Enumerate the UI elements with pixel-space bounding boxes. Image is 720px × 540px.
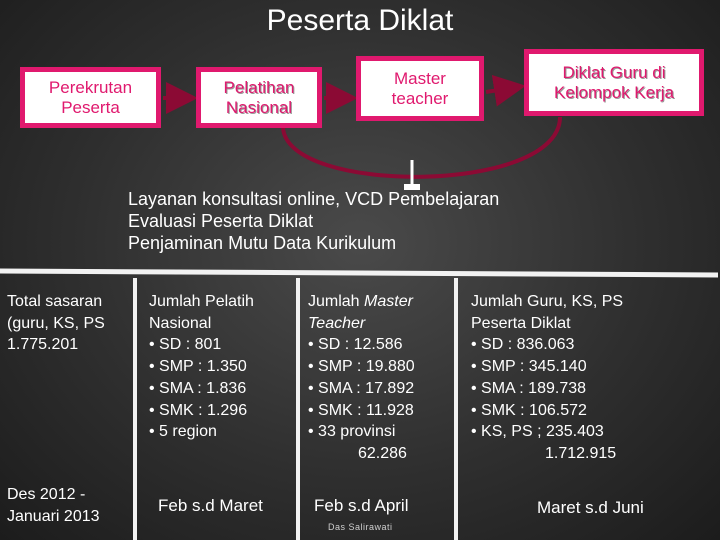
list-item: • SMK : 106.572 xyxy=(471,400,623,422)
footer-author: Das Salirawati xyxy=(328,522,393,532)
list-item: • SMP : 345.140 xyxy=(471,356,623,378)
list-item: • SMA : 189.738 xyxy=(471,378,623,400)
page-title: Peserta Diklat xyxy=(266,4,454,37)
arrow-3 xyxy=(486,87,518,92)
box-pelatihan-nasional: Pelatihan Nasional xyxy=(196,67,322,128)
table-divider xyxy=(0,271,718,275)
list-item: • SMA : 1.836 xyxy=(149,378,254,400)
row-label-total: Total sasaran (guru, KS, PS 1.775.201 xyxy=(7,293,105,354)
total-master-teacher: 62.286 xyxy=(358,444,407,462)
service-item: Penjaminan Mutu Data Kurikulum xyxy=(128,233,397,253)
list-item: • SMP : 19.880 xyxy=(308,356,415,378)
list-item: • SMA : 17.892 xyxy=(308,378,415,400)
total-guru-ks-ps: 1.712.915 xyxy=(545,444,617,462)
list-item: • SD : 801 xyxy=(149,334,254,356)
list-item: • SMK : 1.296 xyxy=(149,400,254,422)
list-item: • KS, PS ; 235.403 xyxy=(471,421,623,443)
services-list xyxy=(128,188,499,254)
box-perekrutan-peserta: Perekrutan Peserta xyxy=(20,67,161,128)
service-item: Layanan konsultasi online, VCD Pembelajaran xyxy=(128,189,500,209)
list-item: • 33 provinsi xyxy=(308,421,415,443)
col-master-teacher: Jumlah Master Teacher • SD : 12.586 • SMP : 19.880 • SMA : 17.892 • SMK : 11.928 • 33 provinsi 62.286 xyxy=(308,291,415,465)
list-item: • SMK : 11.928 xyxy=(308,400,415,422)
list-item: • SMP : 1.350 xyxy=(149,356,254,378)
feedback-curve xyxy=(283,117,560,177)
col-pelatih-nasional: Jumlah Pelatih Nasional • SD : 801 • SMP : 1.350 • SMA : 1.836 • SMK : 1.296 • 5 region xyxy=(149,291,254,443)
list-item: • SD : 836.063 xyxy=(471,334,623,356)
col-guru-ks-ps: Jumlah Guru, KS, PS Peserta Diklat • SD : 836.063 • SMP : 345.140 • SMA : 189.738 • SMK : 106.572 • KS, PS ; 235.403 1.712.915 xyxy=(471,291,623,465)
row-label-period: Des 2012 - Januari 2013 xyxy=(7,486,100,525)
time-col3: Maret s.d Juni xyxy=(537,498,644,517)
service-item: Evaluasi Peserta Diklat xyxy=(128,211,314,231)
box-master-teacher: Master teacher xyxy=(356,56,484,121)
time-col2: Feb s.d April xyxy=(314,496,409,515)
box-diklat-guru: Diklat Guru di Kelompok Kerja xyxy=(524,49,704,116)
list-item: • 5 region xyxy=(149,421,254,443)
time-col1: Feb s.d Maret xyxy=(158,496,263,515)
list-item: • SD : 12.586 xyxy=(308,334,415,356)
